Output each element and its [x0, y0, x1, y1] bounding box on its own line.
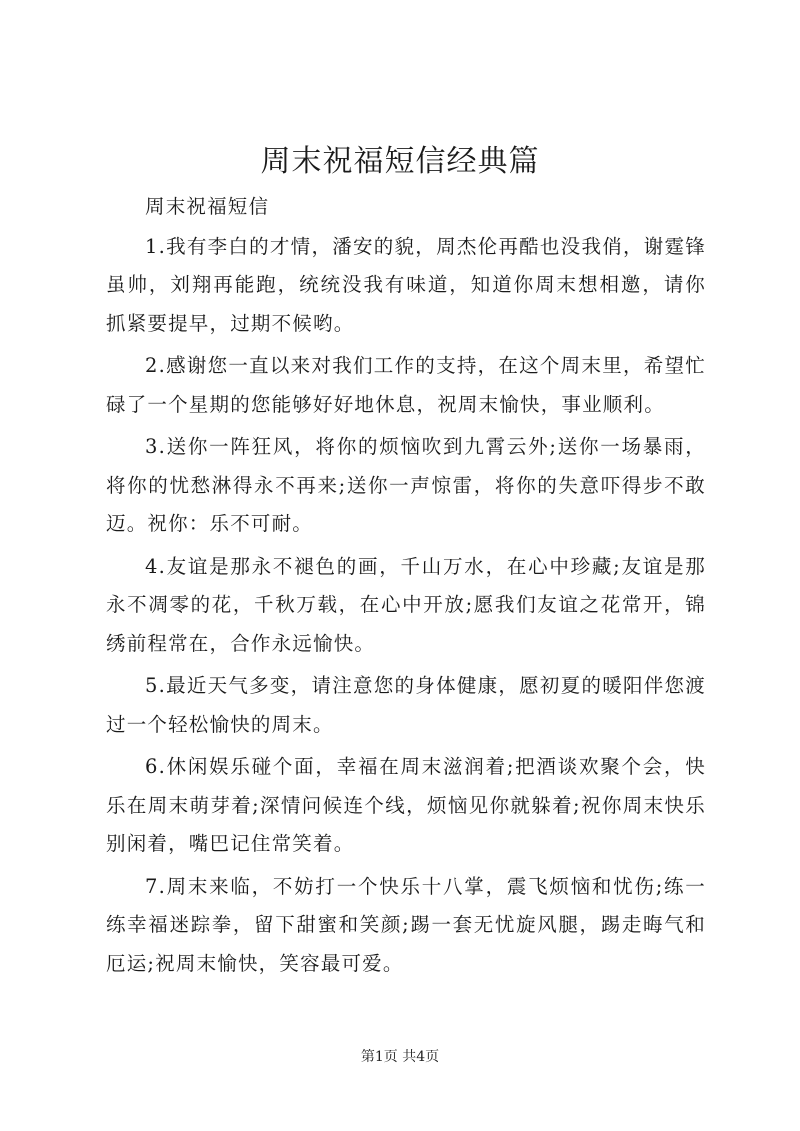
paragraph-1: 1.我有李白的才情，潘安的貌，周杰伦再酷也没我俏，谢霆锋虽帅，刘翔再能跑，统统没我有味道，知道你周末想相邀，请你抓紧要提早，过期不候哟。: [106, 234, 706, 335]
section-subtitle: 周末祝福短信: [145, 195, 270, 218]
page-footer: 第1页 共4页: [360, 1049, 440, 1065]
paragraph-6: 6.休闲娱乐碰个面，幸福在周末滋润着;把酒谈欢聚个会，快乐在周末萌芽着;深情问候连个线，烦恼见你就躲着;祝你周末快乐别闲着，嘴巴记住常笑着。: [106, 755, 706, 855]
paragraph-4: 4.友谊是那永不褪色的画，千山万水，在心中珍藏;友谊是那永不凋零的花，千秋万载，在心中开放;愿我们友谊之花常开，锦绣前程常在，合作永远愉快。: [106, 554, 706, 655]
paragraph-5: 5.最近天气多变，请注意您的身体健康，愿初夏的暖阳伴您渡过一个轻松愉快的周末。: [106, 674, 706, 736]
paragraph-2: 2.感谢您一直以来对我们工作的支持，在这个周末里，希望忙碌了一个星期的您能够好好地休息，祝周末愉快，事业顺利。: [106, 354, 706, 416]
page-title: 周末祝福短信经典篇: [260, 144, 540, 179]
paragraph-7: 7.周末来临，不妨打一个快乐十八掌，震飞烦恼和忧伤;练一练幸福迷踪拳，留下甜蜜和笑颜;踢一套无忧旋风腿，踢走晦气和厄运;祝周末愉快，笑容最可爱。: [106, 874, 706, 975]
document-body: [106, 188, 706, 987]
paragraph-3: 3.送你一阵狂风，将你的烦恼吹到九霄云外;送你一场暴雨，将你的忧愁淋得永不再来;送你一声惊雷，将你的失意吓得步不敢迈。祝你：乐不可耐。: [106, 435, 706, 535]
